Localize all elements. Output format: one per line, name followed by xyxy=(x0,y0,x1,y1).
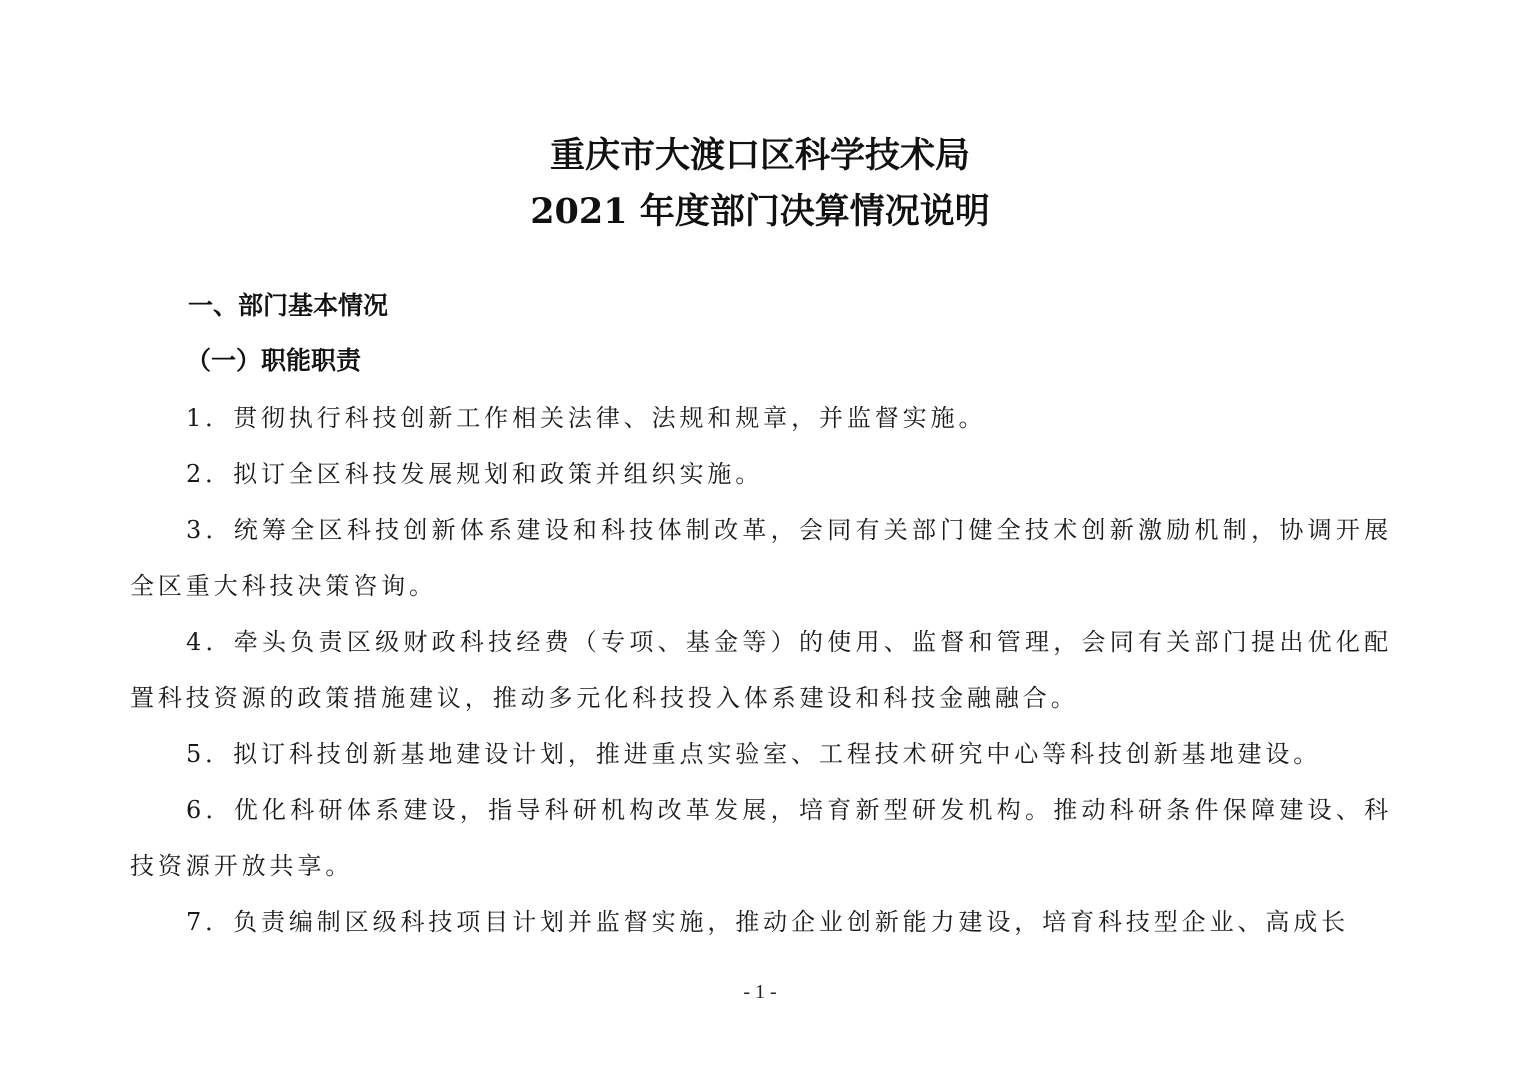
paragraph-5: 5．拟订科技创新基地建设计划，推进重点实验室、工程技术研究中心等科技创新基地建设。 xyxy=(186,740,1322,768)
page-number: - 1 - xyxy=(743,981,777,1003)
paragraph-7: 7．负责编制区级科技项目计划并监督实施，推动企业创新能力建设，培育科技型企业、高成长 xyxy=(186,908,1350,936)
paragraph-3: 3．统筹全区科技创新体系建设和科技体制改革，会同有关部门健全技术创新激励机制，协调开展全区重大科技决策咨询。 xyxy=(130,516,1392,600)
document-title-line2: 2021 年度部门决算情况说明 xyxy=(530,191,990,232)
section-heading: 一、部门基本情况 xyxy=(188,291,389,320)
paragraph-4: 4．牵头负责区级财政科技经费（专项、基金等）的使用、监督和管理，会同有关部门提出优化配置科技资源的政策措施建议，推动多元化科技投入体系建设和科技金融融合。 xyxy=(130,628,1392,712)
subsection-heading: （一）职能职责 xyxy=(186,346,362,375)
paragraph-1: 1．贯彻执行科技创新工作相关法律、法规和规章，并监督实施。 xyxy=(186,404,987,432)
document-title-line1: 重庆市大渡口区科学技术局 xyxy=(549,135,970,176)
paragraph-2: 2．拟订全区科技发展规划和政策并组织实施。 xyxy=(186,460,764,488)
paragraph-6: 6．优化科研体系建设，指导科研机构改革发展，培育新型研发机构。推动科研条件保障建设、科技资源开放共享。 xyxy=(130,796,1392,880)
